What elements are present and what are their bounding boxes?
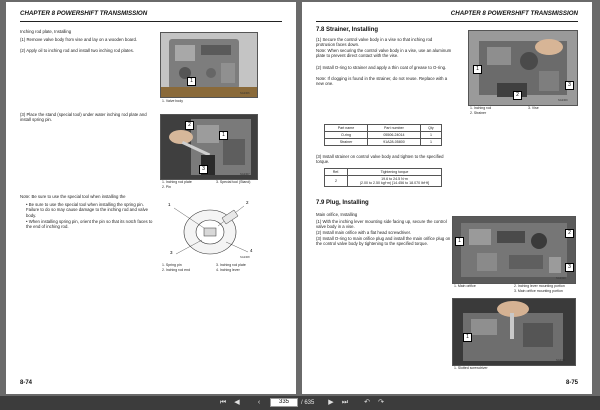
caption-valve-body: 1. Valve body: [162, 99, 183, 103]
diagram-callout-4: 4: [250, 248, 253, 253]
step-1: (1) Remove valve body from vise and lay on a wooden board.: [20, 37, 138, 42]
callout-1: 1: [455, 237, 464, 246]
header-rule: [316, 21, 578, 22]
page-number: 8-74: [20, 380, 33, 386]
sub-title-main-orifice: Main orifice, Installing: [316, 212, 358, 217]
page-header: CHAPTER 8 POWERSHIFT TRANSMISSION: [20, 10, 148, 17]
cell-qty: 1: [420, 139, 441, 146]
caption-inching-lever: 4. Inching lever: [216, 268, 240, 272]
last-page-icon[interactable]: ⏭: [341, 399, 349, 406]
note-2: Note: If clogging is found in the strainer, do not reuse. Replace with a new one.: [316, 76, 448, 87]
page-left: [6, 2, 296, 394]
callout-2: 2: [513, 91, 522, 100]
torque-table: [324, 168, 442, 187]
callout-1: 1: [187, 77, 196, 86]
caption-inching-rod-plate: 3. Inching rod plate: [216, 263, 246, 267]
parts-table: [324, 124, 442, 146]
table-row: [325, 176, 442, 187]
caption-spring-pin: 1. Spring pin: [162, 263, 182, 267]
diagram-callout-3: 3: [170, 250, 173, 255]
caption-strainer: 2. Strainer: [470, 111, 487, 115]
torque-value-2: (2.00 to 2.50 kgf·m) [14.456 to 18.070 lbf·ft]: [359, 181, 430, 185]
table-row: [325, 132, 442, 139]
callout-3: 3: [565, 263, 574, 272]
inching-rod-photo-drawing: [161, 115, 257, 179]
cell-part-number: 05506-24014: [367, 132, 420, 139]
callout-3: 3: [565, 81, 574, 90]
note-1: Note: When securing the control valve body in a vise, use an aluminum plate to prevent direct contact with the vise.: [316, 48, 452, 59]
page-number-input[interactable]: [270, 398, 298, 407]
page-right: [302, 2, 592, 394]
cell-qty: 1: [420, 132, 441, 139]
callout-2: 2: [185, 121, 194, 130]
caption-inching-lever-mount: 2. Inching lever mounting portion: [514, 284, 565, 288]
callout-3: 3: [199, 165, 208, 174]
step-a: (1) With the inching lever mounting side facing up, secure the control valve body in a vise.: [316, 219, 447, 230]
caption-main-orifice: 1. Main orifice: [454, 284, 476, 288]
caption-slotted-screwdriver: 1. Slotted screwdriver: [454, 366, 488, 370]
main-orifice-photo-drawing: [453, 217, 575, 283]
cell-part-name: O-ring: [325, 132, 368, 139]
cell-ref: 2: [325, 176, 348, 187]
screwdriver-photo-drawing: [453, 299, 575, 365]
step-2: (2) Apply oil to inching rod and install two inching rod plates.: [20, 48, 134, 53]
page-number: 8-75: [565, 380, 578, 386]
cell-part-name: Strainer: [325, 139, 368, 146]
header-rule: [20, 21, 282, 22]
viewer-toolbar: [0, 396, 600, 410]
step-c: (3) Install O-ring to main orifice plug and install the main orifice plug on the control valve body by tightening to the specified torque.: [316, 236, 451, 247]
caption-1: 1. Inching rod plate: [162, 180, 192, 184]
first-page-icon[interactable]: ⏮: [219, 399, 227, 406]
section-title-plug: 7.9 Plug, Installing: [316, 200, 369, 206]
spring-pin-diagram: [164, 198, 258, 262]
caption-inching-rod: 1. Inching rod: [470, 106, 492, 110]
figure-code: SG2310: [556, 277, 566, 280]
figure-code: SG2309: [558, 99, 568, 102]
step-1: (1) Secure the control valve body in a vise so that inching rod protrusion faces down.: [316, 37, 433, 48]
caption-vise: 3. Vise: [528, 106, 539, 110]
figure-code: SG2308: [240, 256, 250, 259]
torque-table-header: [325, 169, 442, 176]
photo-valve-body: [160, 32, 258, 98]
col-part-name: Part name: [325, 125, 368, 132]
step-2: (2) Install O-ring to strainer and apply a thin coat of grease to O-ring.: [316, 65, 447, 70]
step-3: (3) Place the stand (special tool) under water inching rod plate and install spring pin.: [20, 112, 147, 123]
diagram-callout-2: 2: [246, 200, 249, 205]
callout-1: 1: [463, 333, 472, 342]
forward-icon[interactable]: ↷: [378, 399, 384, 406]
back-icon[interactable]: ↶: [364, 399, 370, 406]
note-bullet-2: • When installing spring pin, orient the pin so that its notch faces to the end of inching rod.: [26, 219, 153, 230]
page-total: / 635: [301, 400, 315, 406]
figure-code: SG2307: [240, 173, 250, 176]
col-part-number: Part number: [367, 125, 420, 132]
caption-orifice-mount: 3. Main orifice mounting portion: [514, 289, 563, 293]
photo-screwdriver: [452, 298, 576, 366]
cell-torque: [348, 176, 442, 187]
note-bullet-1: • Be sure to use the special tool when installing the spring pin. Failure to do so may cause damage to the inching rod and valve body.: [26, 202, 149, 218]
section-title: Inching rod plate, Installing: [20, 29, 72, 34]
note-bullet-2-text: When installing spring pin, orient the pin so that its notch faces to the end of inching rod.: [26, 219, 153, 230]
callout-1: 1: [473, 65, 482, 74]
figure-code: SG2306: [240, 92, 250, 95]
table-row: [325, 139, 442, 146]
photo-strainer: [468, 30, 578, 106]
col-ref: Ref.: [325, 169, 348, 176]
strainer-photo-drawing: [469, 31, 577, 105]
col-qty: Qty: [420, 125, 441, 132]
section-title-strainer: 7.8 Strainer, Installing: [316, 27, 379, 33]
diagram-callout-1: 1: [168, 202, 171, 207]
torque-value-1: 19.6 to 24.5 N·m: [381, 177, 408, 181]
page-header: CHAPTER 8 POWERSHIFT TRANSMISSION: [450, 10, 578, 17]
cell-part-number: 91A28-05800: [367, 139, 420, 146]
prev-step-icon[interactable]: ‹: [257, 399, 261, 406]
parts-table-header: [325, 125, 442, 132]
note-title: Note: Be sure to use the special tool when installing the: [20, 194, 126, 199]
callout-1: 1: [219, 131, 228, 140]
photo-main-orifice: [452, 216, 576, 284]
note-bullet-1-text: Be sure to use the special tool when installing the spring pin. Failure to do so may cause damage to the inching rod and valve body.: [26, 202, 149, 218]
step-3: (3) Install strainer on control valve body and tighten to the specified torque.: [316, 154, 444, 165]
spring-pin-line-drawing: [164, 198, 258, 262]
caption-inching-rod-end: 2. Inching rod end: [162, 268, 191, 272]
callout-2: 2: [565, 229, 574, 238]
step-b: (2) Install main orifice with a flat head screwdriver.: [316, 230, 412, 235]
col-torque: Tightening torque: [348, 169, 442, 176]
photo-inching-rod-plate: [160, 114, 258, 180]
valve-body-photo-drawing: [161, 33, 257, 97]
next-page-icon[interactable]: ▶: [328, 399, 334, 406]
caption-3: 3. Special tool (Stand): [216, 180, 251, 184]
prev-page-icon[interactable]: ◀: [234, 399, 240, 406]
caption-2: 2. Pin: [162, 185, 171, 189]
figure-code: SG2311: [556, 359, 566, 362]
